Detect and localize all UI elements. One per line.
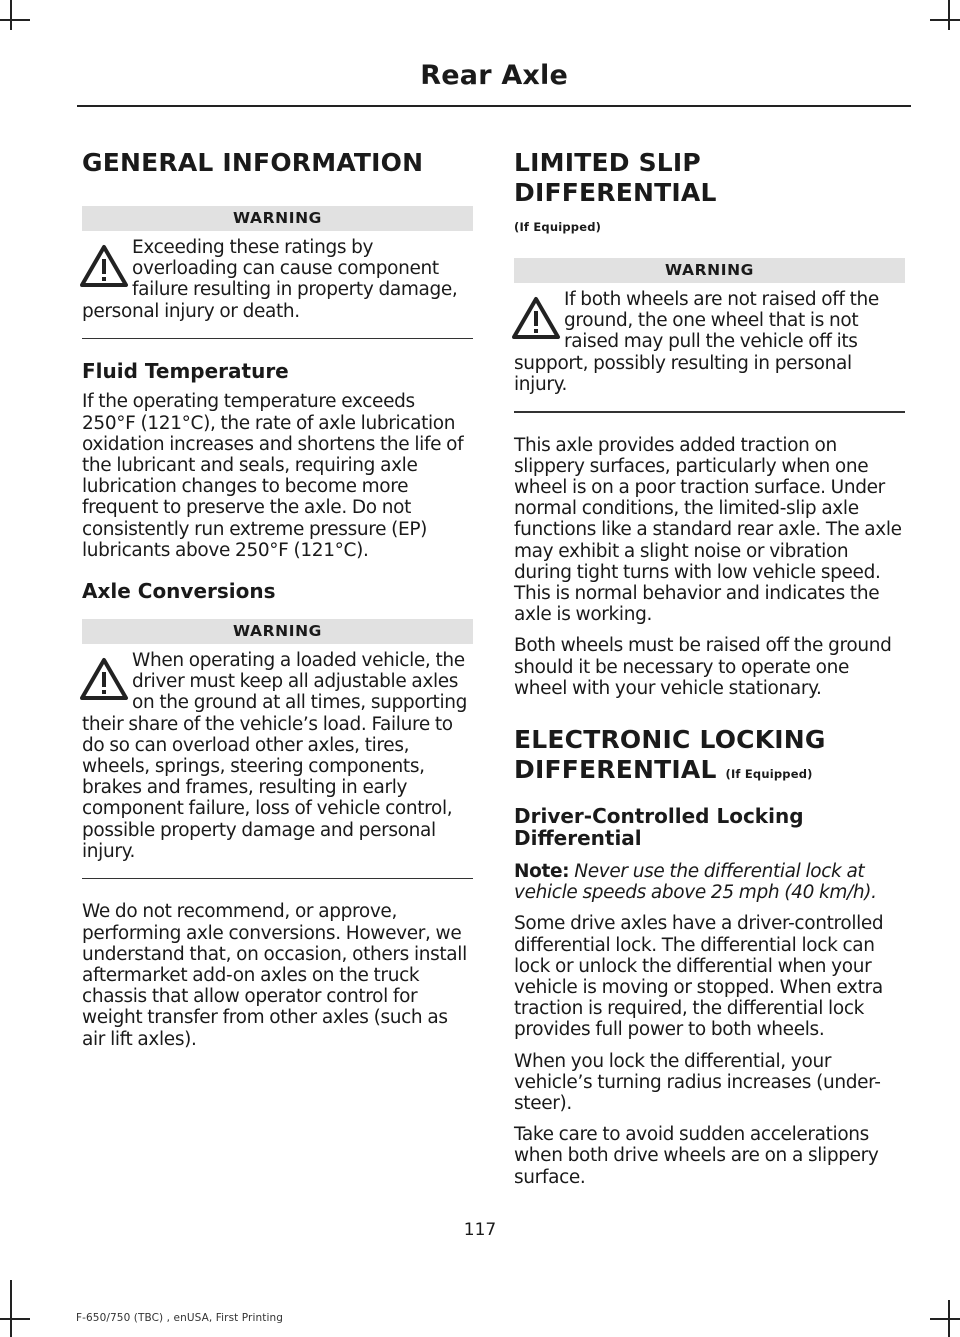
note-label: Note: bbox=[514, 860, 570, 882]
warning-triangle-icon bbox=[510, 293, 562, 345]
left-column bbox=[82, 140, 473, 1060]
warning-box bbox=[514, 258, 905, 413]
section-heading-electronic-locking bbox=[514, 725, 905, 789]
warning-box bbox=[82, 206, 473, 339]
section-heading-limited-slip: LIMITED SLIP DIFFERENTIAL bbox=[514, 148, 717, 207]
warning-label: WARNING bbox=[514, 258, 905, 283]
electronic-locking-text: Some drive axles have a driver-controlled differential lock. The differential lock can lock or unlock the differential when your vehicle is moving or stopped. When extra traction is required, the differential lock provides full power to both wheels. bbox=[514, 913, 884, 1041]
if-equipped-note: (If Equipped) bbox=[725, 766, 813, 781]
warning-body bbox=[82, 650, 473, 862]
page-header-title: Rear Axle bbox=[420, 60, 568, 91]
section-heading-general-information: GENERAL INFORMATION bbox=[82, 148, 424, 177]
crop-mark bbox=[948, 0, 950, 30]
warning-divider bbox=[82, 878, 473, 880]
subheading-driver-controlled: Driver-Controlled Locking Differential bbox=[514, 803, 804, 850]
warning-label: WARNING bbox=[82, 619, 473, 644]
crop-mark bbox=[0, 19, 30, 21]
note-text: Never use the differential lock at vehicle speeds above 25 mph (40 km/h). bbox=[514, 860, 877, 904]
warning-triangle-icon bbox=[78, 654, 130, 706]
heading-line-1: ELECTRONIC LOCKING bbox=[514, 724, 826, 754]
warning-text: If both wheels are not raised off the ground, the one wheel that is not raised may pull the vehicle off its support, possibly resulting in personal injury. bbox=[514, 289, 879, 395]
limited-slip-text-2: Both wheels must be raised off the ground should it be necessary to operate one wheel with your vehicle stationary. bbox=[514, 635, 892, 699]
warning-body bbox=[514, 289, 905, 395]
footer-text: F-650/750 (TBC) , enUSA, First Printing bbox=[76, 1312, 283, 1324]
warning-box bbox=[82, 619, 473, 880]
fluid-temperature-text: If the operating temperature exceeds 250°F (121°C), the rate of axle lubrication oxidation increases and shortens the life of the lubricant and seals, requiring axle lubrication changes to become more frequent to preserve the axle. Do not consistently run extreme pressure (EP) lubricants above 250°F (121°C). bbox=[82, 391, 464, 561]
if-equipped-note: (If Equipped) bbox=[514, 220, 602, 234]
electronic-locking-text-3: Take care to avoid sudden accelerations when both drive wheels are on a slippery surface. bbox=[514, 1124, 879, 1188]
warning-divider bbox=[514, 411, 905, 413]
section-heading-fluid-temperature: Fluid Temperature bbox=[82, 359, 289, 384]
warning-text: When operating a loaded vehicle, the driver must keep all adjustable axles on the ground at all times, supporting their share of the vehicle’s load. Failure to do so can overload other axles, tires, wheels, springs, steering components, brakes and frames, resulting in early component failure, loss of vehicle control, possible property damage and personal injury. bbox=[82, 649, 468, 862]
electronic-locking-text-2: When you lock the differential, your vehicle’s turning radius increases (under-steer). bbox=[514, 1050, 881, 1114]
crop-mark bbox=[930, 19, 960, 21]
warning-triangle-icon bbox=[78, 241, 130, 293]
section-heading-axle-conversions: Axle Conversions bbox=[82, 578, 276, 603]
heading-line-2: DIFFERENTIAL bbox=[514, 754, 717, 784]
header-divider bbox=[77, 105, 911, 107]
crop-mark bbox=[10, 1280, 12, 1337]
crop-mark bbox=[0, 1318, 30, 1320]
right-column bbox=[514, 140, 905, 1198]
axle-conversions-text: We do not recommend, or approve, performing axle conversions. However, we understand that, on occasion, others install aftermarket add-on axles on the truck chassis that allow operator control for weight transfer from other axles (such as air lift axles). bbox=[82, 901, 467, 1050]
page-number: 117 bbox=[463, 1220, 497, 1240]
crop-mark bbox=[930, 1318, 960, 1320]
warning-divider bbox=[82, 338, 473, 340]
warning-body bbox=[82, 237, 473, 322]
warning-text: Exceeding these ratings by overloading can cause component failure resulting in property damage, personal injury or death. bbox=[82, 237, 458, 322]
note-paragraph bbox=[514, 861, 905, 903]
warning-label: WARNING bbox=[82, 206, 473, 231]
crop-mark bbox=[10, 0, 12, 30]
limited-slip-text: This axle provides added traction on slippery surfaces, particularly when one wheel is on a poor traction surface. Under normal conditions, the limited-slip axle functions like a standard rear axle. The axle may exhibit a slight noise or vibration during tight turns with low vehicle speed. This is normal behavior and indicates the axle is working. bbox=[514, 434, 902, 626]
